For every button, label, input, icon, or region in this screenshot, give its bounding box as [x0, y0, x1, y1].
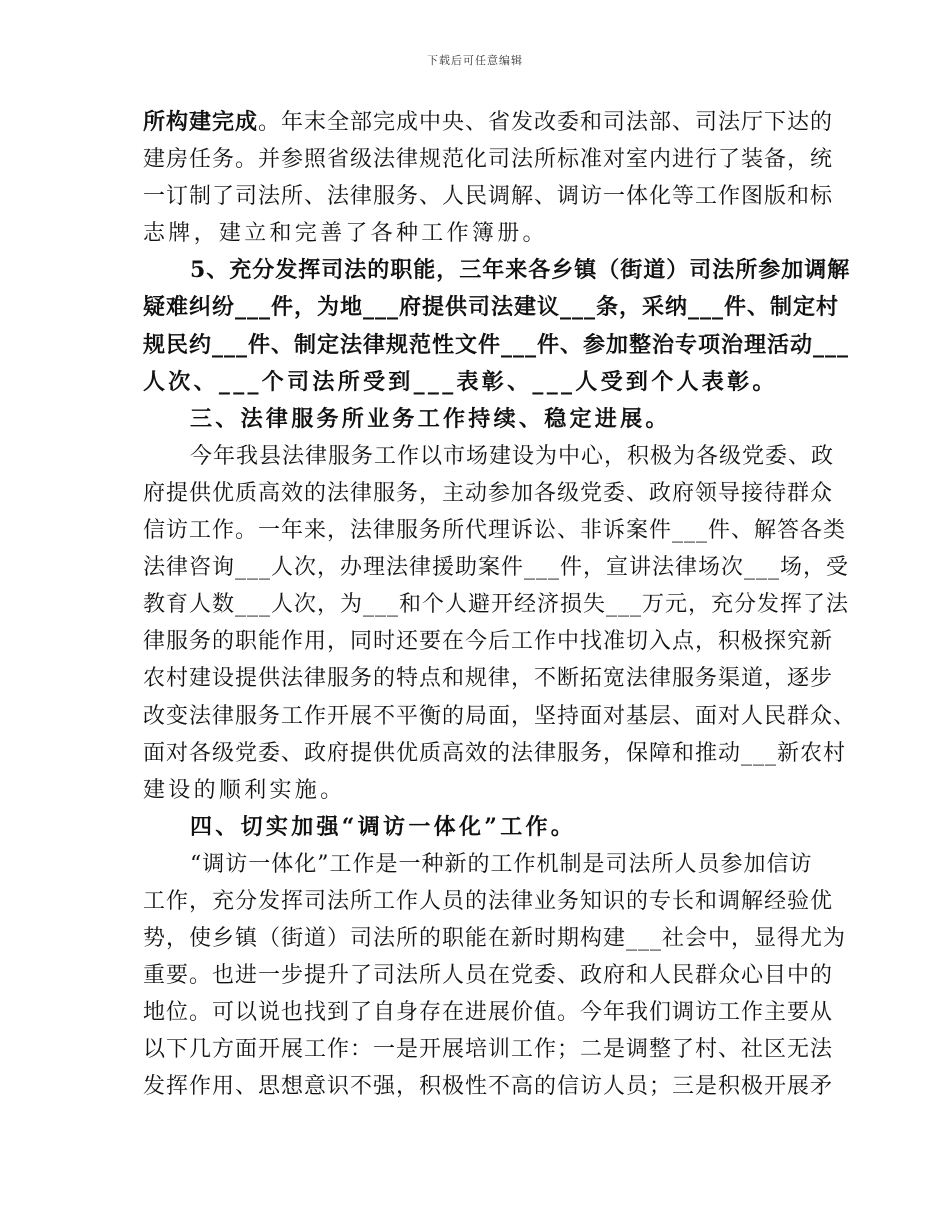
text-run: 。年末全部完成中央、省发改委和司法部、司法厅下达的	[258, 110, 834, 135]
text-run: 信访工作。一年来，法律服务所代理诉讼、非诉案件___件、解答各类	[143, 518, 847, 544]
bold-text-run: 人次、___个司法所受到___表彰、___人受到个人表彰。	[143, 368, 778, 395]
document-body	[143, 104, 857, 1106]
text-line	[143, 512, 847, 549]
text-line	[143, 920, 847, 957]
text-line	[143, 735, 847, 772]
text-run: 律服务的职能作用，同时还要在今后工作中找准切入点，积极探究新	[143, 629, 834, 655]
bold-text-run: 疑难纠纷___件，为地___府提供司法建议___条，采纳___件、制定村	[143, 294, 840, 321]
text-line	[143, 178, 834, 215]
text-run: 势，使乡镇（街道）司法所的职能在新时期构建___社会中，显得尤为	[143, 926, 847, 952]
text-run: 建房任务。并参照省级法律规范化司法所标准对室内进行了装备，统	[143, 147, 834, 173]
text-run: 志牌，建立和完善了各种工作簿册。	[143, 221, 548, 247]
text-line	[143, 994, 834, 1031]
bold-text-run: 四、切实加强“调访一体化”工作。	[190, 813, 577, 840]
text-line	[143, 660, 834, 697]
text-run: 以下几方面开展工作：一是开展培训工作；二是调整了村、社区无法	[143, 1037, 834, 1063]
text-line	[143, 549, 850, 586]
text-run: 教育人数___人次，为___和个人避开经济损失___万元，充分发挥了法	[143, 592, 850, 618]
text-run: 今年我县法律服务工作以市场建设为中心，积极为各级党委、政	[190, 443, 835, 469]
bold-text-run: 三、法律服务所业务工作持续、稳定进展。	[190, 405, 671, 432]
text-run: 府提供优质高效的法律服务，主动参加各级党委、政府领导接待群众	[143, 480, 834, 506]
text-line	[143, 698, 857, 735]
text-line	[143, 883, 834, 920]
text-line	[143, 623, 834, 660]
bold-text-run: 5、充分发挥司法的职能，三年来各乡镇（街道）司法所参加调解	[190, 257, 851, 284]
text-run: 农村建设提供法律服务的特点和规律，不断拓宽法律服务渠道，逐步	[143, 666, 834, 692]
text-line	[143, 289, 840, 326]
text-line	[143, 1031, 834, 1068]
text-run: “调访一体化”工作是一种新的工作机制是司法所人员参加信访	[190, 851, 813, 877]
text-line	[143, 475, 834, 512]
text-line	[143, 438, 835, 475]
page-header: 下载后可任意编辑	[427, 54, 523, 67]
text-line	[143, 401, 809, 438]
text-line	[143, 364, 809, 401]
text-run: 改变法律服务工作开展不平衡的局面，坚持面对基层、面对人民群众、	[143, 703, 857, 729]
text-line	[143, 772, 809, 809]
text-line	[143, 104, 834, 141]
text-run: 地位。可以说也找到了自身存在进展价值。今年我们调访工作主要从	[143, 1000, 834, 1026]
text-line	[143, 586, 850, 623]
text-line	[143, 1068, 834, 1105]
text-line	[143, 846, 813, 883]
text-line	[143, 141, 834, 178]
text-run: 发挥作用、思想意识不强，积极性不高的信访人员；三是积极开展矛	[143, 1074, 834, 1100]
text-run: 工作，充分发挥司法所工作人员的法律业务知识的专长和调解经验优	[143, 888, 834, 914]
text-run: 重要。也进一步提升了司法所人员在党委、政府和人民群众心目中的	[143, 963, 834, 989]
text-line	[143, 215, 809, 252]
text-line	[143, 809, 809, 846]
text-line	[143, 957, 834, 994]
text-run: 法律咨询___人次，办理法律援助案件___件，宣讲法律场次___场，受	[143, 555, 850, 581]
bold-text-run: 规民约___件、制定法律规范性文件___件、参加整治专项治理活动___	[143, 331, 850, 358]
text-run: 建设的顺利实施。	[143, 777, 346, 803]
text-line	[143, 327, 850, 364]
bold-text-run: 所构建完成	[143, 109, 259, 135]
text-line	[143, 252, 851, 289]
text-run: 面对各级党委、政府提供优质高效的法律服务，保障和推动___新农村	[143, 740, 847, 766]
text-run: 一订制了司法所、法律服务、人民调解、调访一体化等工作图版和标	[143, 184, 834, 210]
